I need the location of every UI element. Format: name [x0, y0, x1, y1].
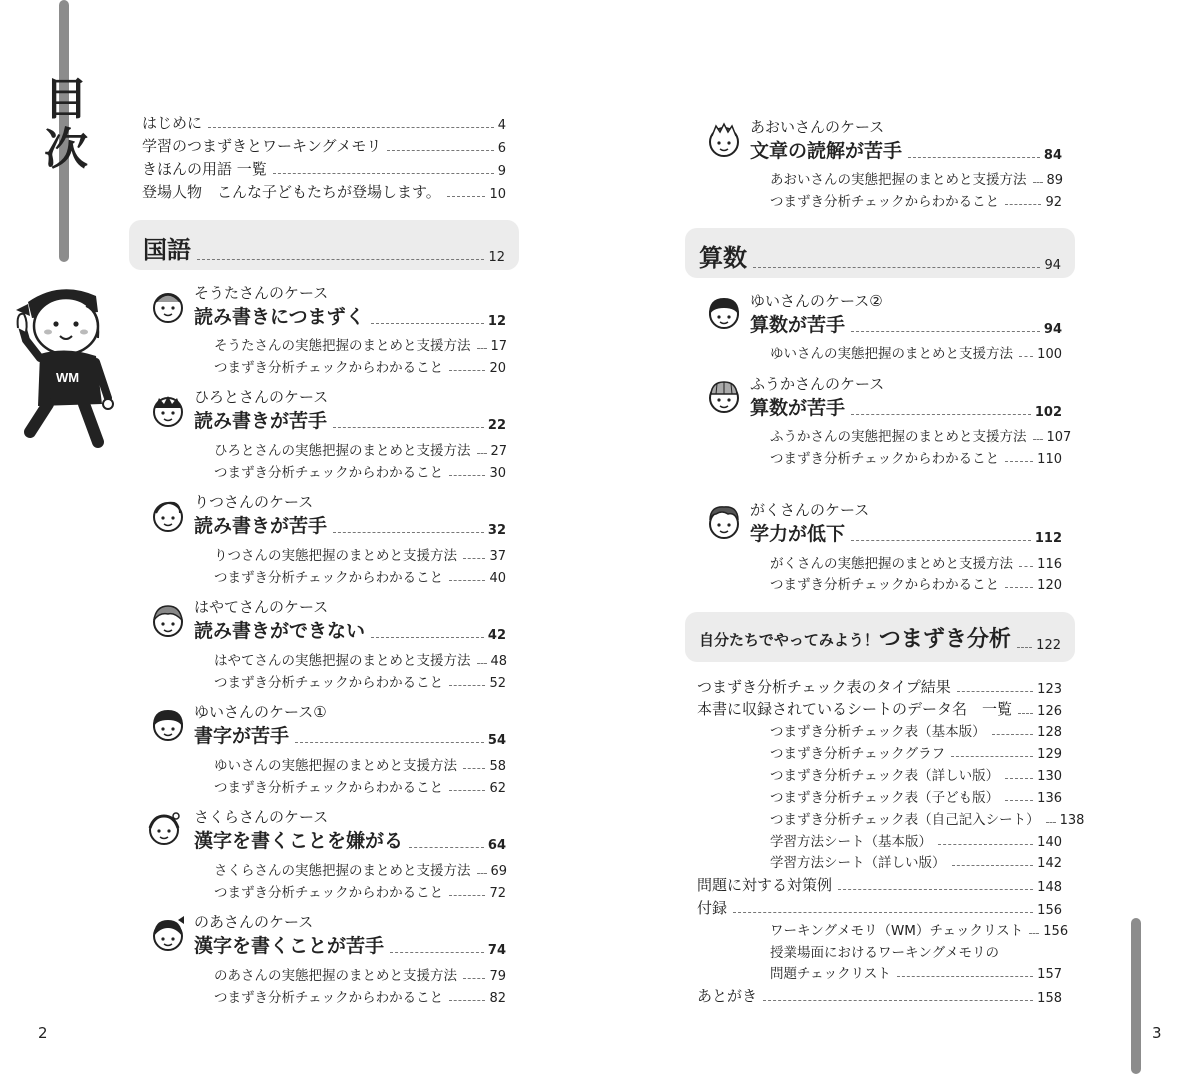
toc-sub-aoi-1[interactable]: あおいさんの実態把握のまとめと支援方法 89 [770, 172, 1064, 188]
case-label-gaku: がくさんのケース [750, 501, 870, 519]
toc-case-noa[interactable]: 漢字を書くことが苦手 74 [194, 935, 506, 958]
toc-sub-sakura-2[interactable]: つまずき分析チェックからわかること 72 [214, 885, 506, 901]
toc-sub-fuuka-1[interactable]: ふうかさんの実態把握のまとめと支援方法 107 [770, 429, 1072, 445]
case-label-hayate: はやてさんのケース [194, 598, 329, 616]
toc-sub-hiroto-2[interactable]: つまずき分析チェックからわかること 30 [214, 465, 506, 481]
title-char-1: 目 [44, 74, 88, 125]
toc-case-fuuka[interactable]: 算数が苦手 102 [750, 397, 1062, 420]
page-number-left: 2 [38, 1024, 48, 1042]
toc-case-hayate[interactable]: 読み書きができない 42 [194, 620, 506, 643]
yui-face-icon [150, 706, 186, 742]
toc-sub-noa-1[interactable]: のあさんの実態把握のまとめと支援方法 79 [214, 968, 506, 984]
toc-sub-fuuka-2[interactable]: つまずき分析チェックからわかること 110 [770, 451, 1062, 467]
mascot-character-illustration [14, 282, 114, 450]
toc-sub-souta-1[interactable]: そうたさんの実態把握のまとめと支援方法 17 [214, 338, 508, 354]
toc-case-sakura[interactable]: 漢字を書くことを嫌がる 64 [194, 830, 506, 853]
aoi-face-icon [706, 122, 742, 158]
toc-section-bunseki[interactable]: 自分たちでやってみよう！ つまずき分析 122 [699, 627, 1061, 653]
ritsu-face-icon [150, 497, 186, 533]
toc-appendix-7[interactable]: つまずき分析チェック表（自己記入シート） 138 [770, 812, 1085, 828]
toc-sub-gaku-1[interactable]: がくさんの実態把握のまとめと支援方法 116 [770, 556, 1062, 572]
toc-appendix-14[interactable]: 問題チェックリスト 157 [770, 966, 1062, 982]
toc-appendix-5[interactable]: つまずき分析チェック表（詳しい版） 130 [770, 768, 1062, 784]
case-label-noa: のあさんのケース [194, 913, 314, 931]
case-label-souta: そうたさんのケース [194, 284, 329, 302]
toc-appendix-11[interactable]: 付録 156 [697, 899, 1062, 918]
toc-sub-yui-2-1[interactable]: ゆいさんの実態把握のまとめと支援方法 100 [770, 346, 1062, 362]
toc-appendix-15[interactable]: あとがき 158 [697, 987, 1062, 1006]
toc-sub-noa-2[interactable]: つまずき分析チェックからわかること 82 [214, 990, 506, 1006]
toc-case-hiroto[interactable]: 読み書きが苦手 22 [194, 410, 506, 433]
toc-intro-4[interactable]: 登場人物 こんな子どもたちが登場します。 10 [142, 183, 506, 202]
toc-sub-souta-2[interactable]: つまずき分析チェックからわかること 20 [214, 360, 506, 376]
section-bunseki-banner [685, 612, 1075, 662]
yui-2-face-icon [706, 294, 742, 330]
fuuka-face-icon [706, 378, 742, 414]
toc-sub-yui-1-2[interactable]: つまずき分析チェックからわかること 62 [214, 780, 506, 796]
toc-case-yui-2[interactable]: 算数が苦手 94 [750, 314, 1062, 337]
toc-intro-1[interactable]: はじめに 4 [142, 114, 506, 133]
case-label-sakura: さくらさんのケース [194, 808, 329, 826]
toc-appendix-8[interactable]: 学習方法シート（基本版） 140 [770, 834, 1062, 850]
sakura-face-icon [146, 810, 182, 846]
souta-face-icon [150, 288, 186, 324]
toc-sub-gaku-2[interactable]: つまずき分析チェックからわかること 120 [770, 577, 1062, 593]
toc-case-gaku[interactable]: 学力が低下 112 [750, 523, 1062, 546]
case-label-yui-2: ゆいさんのケース② [750, 292, 883, 310]
toc-appendix-12[interactable]: ワーキングメモリ（WM）チェックリスト 156 [770, 923, 1069, 939]
toc-sub-hiroto-1[interactable]: ひろとさんの実態把握のまとめと支援方法 27 [214, 443, 508, 459]
toc-appendix-10[interactable]: 問題に対する対策例 148 [697, 876, 1062, 895]
hayate-face-icon [150, 602, 186, 638]
toc-sub-ritsu-1[interactable]: りつさんの実態把握のまとめと支援方法 37 [214, 548, 506, 564]
toc-appendix-9[interactable]: 学習方法シート（詳しい版） 142 [770, 855, 1062, 871]
toc-appendix-2[interactable]: 本書に収録されているシートのデータ名 一覧 126 [697, 700, 1062, 719]
toc-appendix-1[interactable]: つまずき分析チェック表のタイプ結果 123 [697, 678, 1062, 697]
toc-section-sansu[interactable]: 算数 94 [699, 244, 1061, 273]
toc-intro-2[interactable]: 学習のつまずきとワーキングメモリ 6 [142, 137, 506, 156]
title-char-2: 次 [44, 124, 88, 175]
toc-sub-yui-1-1[interactable]: ゆいさんの実態把握のまとめと支援方法 58 [214, 758, 506, 774]
toc-sub-hayate-2[interactable]: つまずき分析チェックからわかること 52 [214, 675, 506, 691]
toc-appendix-13[interactable]: 授業場面におけるワーキングメモリの [770, 945, 999, 961]
section-kokugo-banner [129, 220, 519, 270]
toc-case-yui-1[interactable]: 書字が苦手 54 [194, 725, 506, 748]
case-label-aoi: あおいさんのケース [750, 118, 885, 136]
case-label-ritsu: りつさんのケース [194, 493, 314, 511]
toc-case-aoi[interactable]: 文章の読解が苦手 84 [750, 140, 1062, 163]
gaku-face-icon [706, 504, 742, 540]
hiroto-face-icon [150, 392, 186, 428]
toc-sub-hayate-1[interactable]: はやてさんの実態把握のまとめと支援方法 48 [214, 653, 508, 669]
toc-section-kokugo[interactable]: 国語 12 [143, 236, 505, 265]
mascot-shirt-text: WM [56, 370, 80, 385]
toc-case-ritsu[interactable]: 読み書きが苦手 32 [194, 515, 506, 538]
toc-sub-aoi-2[interactable]: つまずき分析チェックからわかること 92 [770, 194, 1062, 210]
toc-appendix-6[interactable]: つまずき分析チェック表（子ども版） 136 [770, 790, 1062, 806]
toc-sub-sakura-1[interactable]: さくらさんの実態把握のまとめと支援方法 69 [214, 863, 508, 879]
toc-intro-3[interactable]: きほんの用語 一覧 9 [142, 160, 506, 179]
noa-face-icon [150, 916, 186, 952]
toc-sub-ritsu-2[interactable]: つまずき分析チェックからわかること 40 [214, 570, 506, 586]
case-label-fuuka: ふうかさんのケース [750, 375, 885, 393]
right-edge-bar [1131, 918, 1141, 1074]
case-label-yui-1: ゆいさんのケース① [194, 703, 327, 721]
toc-appendix-4[interactable]: つまずき分析チェックグラフ 129 [770, 746, 1062, 762]
section-sansu-banner [685, 228, 1075, 278]
toc-case-souta[interactable]: 読み書きにつまずく 12 [194, 306, 506, 329]
toc-appendix-3[interactable]: つまずき分析チェック表（基本版） 128 [770, 724, 1062, 740]
page-number-right: 3 [1152, 1024, 1162, 1042]
case-label-hiroto: ひろとさんのケース [194, 388, 329, 406]
